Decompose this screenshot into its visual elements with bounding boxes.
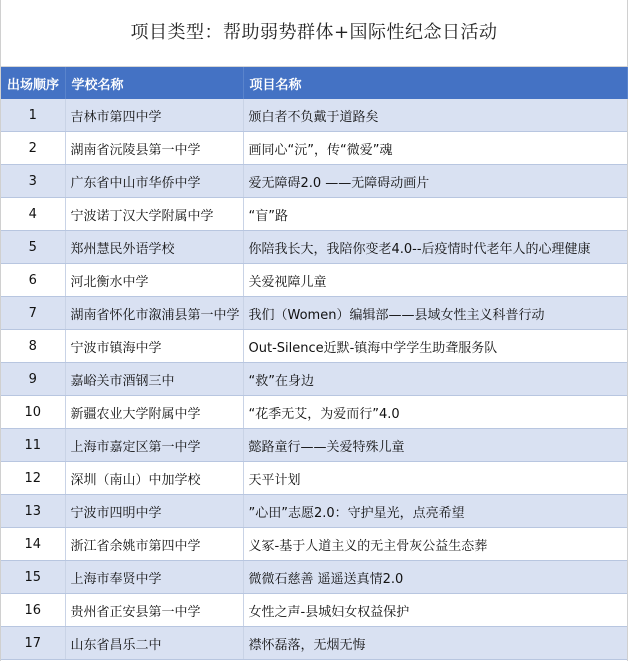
header-school: 学校名称 [65, 67, 243, 99]
order-cell: 17 [1, 627, 65, 660]
school-cell: 宁波市镇海中学 [65, 330, 243, 363]
project-cell: 我们（Women）编辑部——县域女性主义科普行动 [243, 297, 627, 330]
order-cell: 7 [1, 297, 65, 330]
school-cell: 郑州慧民外语学校 [65, 231, 243, 264]
order-cell: 13 [1, 495, 65, 528]
order-cell: 10 [1, 396, 65, 429]
table-row [1, 495, 627, 528]
project-cell: 天平计划 [243, 462, 627, 495]
header-project: 项目名称 [243, 67, 627, 99]
page-title: 项目类型：帮助弱势群体+国际性纪念日活动 [1, 0, 627, 67]
school-cell: 广东省中山市华侨中学 [65, 165, 243, 198]
table-row [1, 165, 627, 198]
project-cell: “盲”路 [243, 198, 627, 231]
school-cell: 上海市奉贤中学 [65, 561, 243, 594]
school-cell: 浙江省余姚市第四中学 [65, 528, 243, 561]
order-cell: 2 [1, 132, 65, 165]
table-body [1, 99, 627, 660]
order-cell: 12 [1, 462, 65, 495]
table-row [1, 297, 627, 330]
order-cell: 3 [1, 165, 65, 198]
project-cell: 女性之声-县城妇女权益保护 [243, 594, 627, 627]
project-table [1, 67, 628, 660]
table-row [1, 429, 627, 462]
header-order: 出场顺序 [1, 67, 65, 99]
school-cell: 上海市嘉定区第一中学 [65, 429, 243, 462]
project-cell: 义冢-基于人道主义的无主骨灰公益生态葬 [243, 528, 627, 561]
project-cell: “救”在身边 [243, 363, 627, 396]
project-cell: 画同心“沅”，传“微爱”魂 [243, 132, 627, 165]
table-row [1, 198, 627, 231]
school-cell: 深圳（南山）中加学校 [65, 462, 243, 495]
school-cell: 湖南省沅陵县第一中学 [65, 132, 243, 165]
project-cell: 你陪我长大，我陪你变老4.0--后疫情时代老年人的心理健康 [243, 231, 627, 264]
order-cell: 5 [1, 231, 65, 264]
order-cell: 1 [1, 99, 65, 132]
header-row [1, 67, 627, 99]
order-cell: 4 [1, 198, 65, 231]
table-header [1, 67, 627, 99]
project-cell: 襟怀磊落，无烟无悔 [243, 627, 627, 660]
school-cell: 河北衡水中学 [65, 264, 243, 297]
table-row [1, 132, 627, 165]
table-row [1, 330, 627, 363]
project-cell: ”心田”志愿2.0：守护星光，点亮希望 [243, 495, 627, 528]
school-cell: 湖南省怀化市溆浦县第一中学 [65, 297, 243, 330]
school-cell: 宁波诺丁汉大学附属中学 [65, 198, 243, 231]
table-row [1, 363, 627, 396]
order-cell: 11 [1, 429, 65, 462]
project-cell: Out-Silence近默-镇海中学学生助聋服务队 [243, 330, 627, 363]
table-row [1, 231, 627, 264]
order-cell: 6 [1, 264, 65, 297]
school-cell: 宁波市四明中学 [65, 495, 243, 528]
project-cell: 爱无障碍2.0 ——无障碍动画片 [243, 165, 627, 198]
school-cell: 嘉峪关市酒钢三中 [65, 363, 243, 396]
project-cell: 关爱视障儿童 [243, 264, 627, 297]
table-row [1, 99, 627, 132]
table-row [1, 528, 627, 561]
project-cell: 懿路童行——关爱特殊儿童 [243, 429, 627, 462]
project-cell: 颁白者不负戴于道路矣 [243, 99, 627, 132]
order-cell: 9 [1, 363, 65, 396]
order-cell: 8 [1, 330, 65, 363]
school-cell: 贵州省正安县第一中学 [65, 594, 243, 627]
table-row [1, 396, 627, 429]
table-row [1, 627, 627, 660]
project-cell: 微微石慈善 遥遥送真情2.0 [243, 561, 627, 594]
school-cell: 新疆农业大学附属中学 [65, 396, 243, 429]
school-cell: 山东省昌乐二中 [65, 627, 243, 660]
table-row [1, 594, 627, 627]
project-cell: “花季无艾，为爱而行”4.0 [243, 396, 627, 429]
table-row [1, 264, 627, 297]
school-cell: 吉林市第四中学 [65, 99, 243, 132]
table-row [1, 561, 627, 594]
order-cell: 14 [1, 528, 65, 561]
order-cell: 15 [1, 561, 65, 594]
order-cell: 16 [1, 594, 65, 627]
table-row [1, 462, 627, 495]
